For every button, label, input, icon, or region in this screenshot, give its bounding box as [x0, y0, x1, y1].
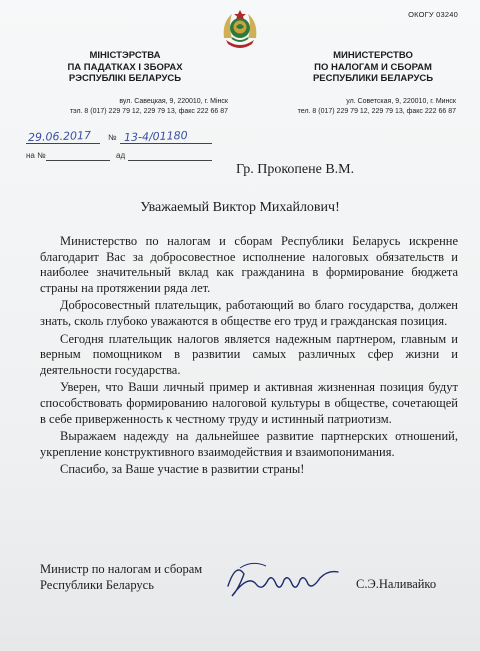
address-line: ул. Советская, 9, 220010, г. Минск: [346, 98, 456, 105]
body-paragraph: Выражаем надежду на дальнейшее развитие партнерских отношений, укрепление конструктивного взаимодействия и взаимопонимания.: [40, 429, 458, 459]
org-name-belarusian: [40, 50, 210, 85]
phone-line: тел. 8 (017) 229 79 12, 229 79 13, факс 222 66 87: [297, 108, 456, 115]
body-paragraph: Добросовестный плательщик, работающий во благо государства, должен знать, сколь глубоко уважаются в обществе его труд и гражданская позиция.: [40, 298, 458, 328]
address-russian: [270, 97, 456, 117]
reference-number-underline: [46, 160, 110, 161]
number-label: №: [108, 133, 117, 142]
okogu-code: ОКОГУ 03240: [408, 10, 458, 19]
org-name-line: РЕСПУБЛИКИ БЕЛАРУСЬ: [312, 73, 434, 84]
body-paragraph: Уверен, что Ваши личный пример и активная жизненная позиция будут способствовать формированию налоговой культуры в обществе, сочетающей в себе приверженность к честному труду и истинный патриотизм.: [40, 380, 458, 426]
registration-number: 13-4/01180: [123, 128, 188, 145]
state-emblem-icon: [218, 8, 262, 52]
phone-line: тэл. 8 (017) 229 79 12, 229 79 13, факс 222 66 87: [69, 108, 228, 115]
reference-number-label: на №: [26, 151, 46, 160]
org-name-line: ПА ПАДАТКАХ І ЗБОРАХ: [67, 61, 183, 73]
handwritten-signature: [222, 556, 342, 600]
body-paragraph: Сегодня плательщик налогов является надежным партнером, главным и верным помощником в развитии самых различных сфер жизни и деятельности государства.: [40, 331, 458, 377]
body-paragraph: Министерство по налогам и сборам Республики Беларусь искренне благодарит Вас за добросовестное исполнение налоговых обязательств и наиболее значительный вклад как гражданина в формирование бюджета страны на протяжении ряда лет.: [40, 234, 458, 295]
reference-date-underline: [128, 160, 212, 161]
address-line: вул. Савецкая, 9, 220010, г. Мінск: [119, 98, 228, 105]
address-belarusian: [40, 97, 228, 117]
org-name-line: РЭСПУБЛІКІ БЕЛАРУСЬ: [68, 73, 182, 84]
org-name-line: МІНІСТЭРСТВА: [89, 50, 161, 61]
org-name-line: МИНИСТЕРСТВО: [333, 50, 413, 61]
salutation: Уважаемый Виктор Михайлович!: [140, 200, 340, 215]
signatory-title: [40, 562, 202, 593]
letter-body: [40, 234, 458, 480]
org-name-russian: [288, 50, 458, 85]
signatory-title-line: Министр по налогам и сборам: [40, 562, 203, 576]
reference-date-label: ад: [116, 151, 126, 160]
addressee: Гр. Прокопене В.М.: [236, 162, 355, 177]
signatory-name: С.Э.Наливайко: [356, 577, 437, 591]
org-name-line: ПО НАЛОГАМ И СБОРАМ: [314, 61, 432, 73]
body-paragraph: Спасибо, за Ваше участие в развитии страны!: [60, 462, 305, 477]
signatory-title-line: Республики Беларусь: [40, 577, 154, 592]
registration-date: 29.06.2017: [27, 128, 92, 145]
